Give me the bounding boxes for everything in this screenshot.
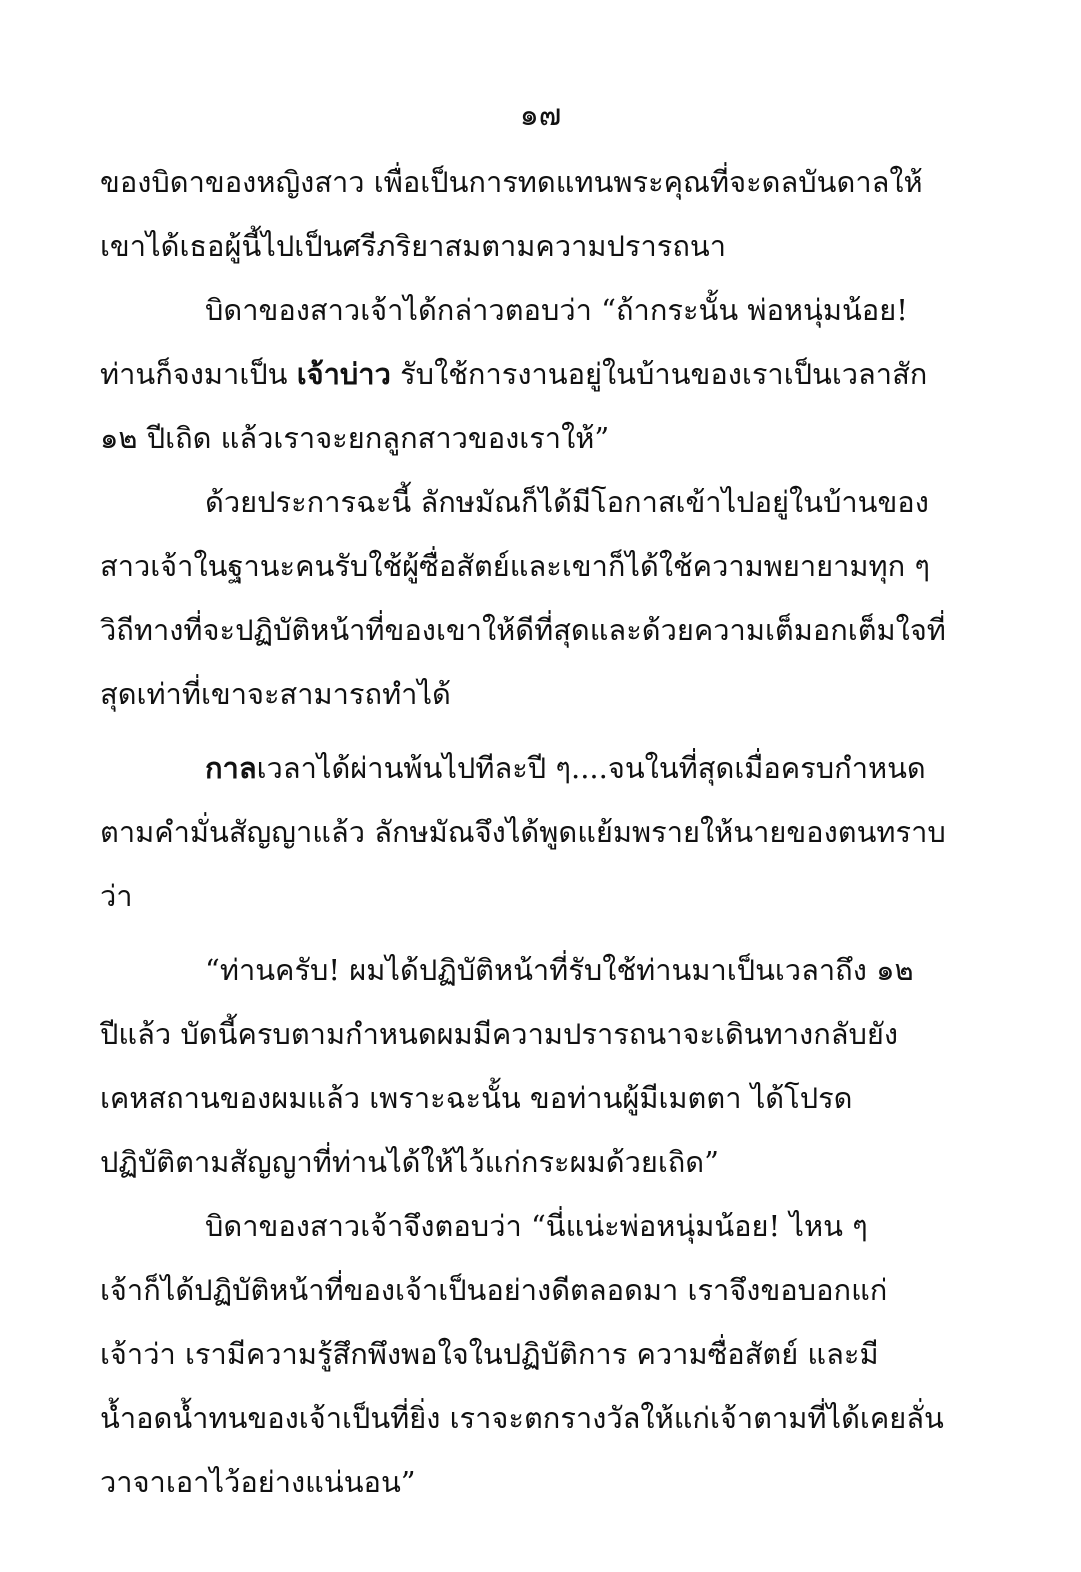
text-line: เคหสถานของผมแล้ว เพราะฉะนั้น ขอท่านผู้มีเมตตา ได้โปรด	[100, 1081, 853, 1115]
text-line: ของบิดาของหญิงสาว เพื่อเป็นการทดแทนพระคุณที่จะดลบันดาลให้	[100, 165, 923, 199]
text-line: สาวเจ้าในฐานะคนรับใช้ผู้ซื่อสัตย์และเขาก็ได้ใช้ความพยายามทุก ๆ	[100, 549, 931, 583]
text-line: ปฏิบัติตามสัญญาที่ท่านได้ให้ไว้แก่กระผมด้วยเถิด”	[100, 1145, 719, 1179]
text-line	[100, 736, 975, 800]
text-line: น้ำอดน้ำทนของเจ้าเป็นที่ยิ่ง เราจะตกรางวัลให้แก่เจ้าตามที่ได้เคยลั่น	[100, 1401, 944, 1435]
emphasis-text: เจ้าบ่าว	[296, 357, 391, 391]
paragraph-gap	[100, 928, 975, 938]
text-span: เวลาได้ผ่านพ้นไปทีละปี ๆ....จนในที่สุดเมื่อครบกำหนด	[256, 751, 926, 785]
paragraph	[100, 938, 975, 1194]
text-line: เขาได้เธอผู้นี้ไปเป็นศรีภริยาสมตามความปรารถนา	[100, 229, 727, 263]
paragraph	[100, 736, 975, 928]
text-line: เจ้าก็ได้ปฏิบัติหน้าที่ของเจ้าเป็นอย่างดีตลอดมา เราจึงขอบอกแก่	[100, 1273, 888, 1307]
text-line: ตามคำมั่นสัญญาแล้ว ลักษมัณจึงได้พูดแย้มพรายให้นายของตนทราบ	[100, 815, 946, 849]
body-text	[100, 150, 975, 1514]
text-span: รับใช้การงานอยู่ในบ้านของเราเป็นเวลาสัก	[400, 357, 928, 391]
page-number: ๑๗	[519, 98, 562, 133]
text-line: บิดาของสาวเจ้าได้กล่าวตอบว่า “ถ้ากระนั้น พ่อหนุ่มน้อย!	[205, 293, 908, 327]
text-line: บิดาของสาวเจ้าจึงตอบว่า “นี่แน่ะพ่อหนุ่มน้อย! ไหน ๆ	[205, 1209, 868, 1243]
text-span: ท่านก็จงมาเป็น	[100, 357, 288, 391]
text-line: สุดเท่าที่เขาจะสามารถทำได้	[100, 677, 451, 711]
paragraph	[100, 1194, 975, 1514]
paragraph	[100, 278, 975, 470]
text-line: “ท่านครับ! ผมได้ปฏิบัติหน้าที่รับใช้ท่านมาเป็นเวลาถึง ๑๒	[205, 953, 914, 987]
emphasis-text: กาล	[205, 751, 257, 785]
text-line	[100, 342, 975, 406]
text-line: วิถีทางที่จะปฏิบัติหน้าที่ของเขาให้ดีที่สุดและด้วยความเต็มอกเต็มใจที่	[100, 613, 946, 647]
paragraph	[100, 150, 975, 278]
text-line: ว่า	[100, 879, 133, 913]
paragraph-gap	[100, 726, 975, 736]
text-line: ด้วยประการฉะนี้ ลักษมัณก็ได้มีโอกาสเข้าไปอยู่ในบ้านของ	[205, 485, 929, 519]
text-line: เจ้าว่า เรามีความรู้สึกพึงพอใจในปฏิบัติการ ความซื่อสัตย์ และมี	[100, 1337, 879, 1371]
text-line: วาจาเอาไว้อย่างแน่นอน”	[100, 1465, 416, 1499]
text-line: ๑๒ ปีเถิด แล้วเราจะยกลูกสาวของเราให้”	[100, 421, 610, 455]
text-line: ปีแล้ว บัดนี้ครบตามกำหนดผมมีความปรารถนาจะเดินทางกลับยัง	[100, 1017, 899, 1051]
paragraph	[100, 470, 975, 726]
